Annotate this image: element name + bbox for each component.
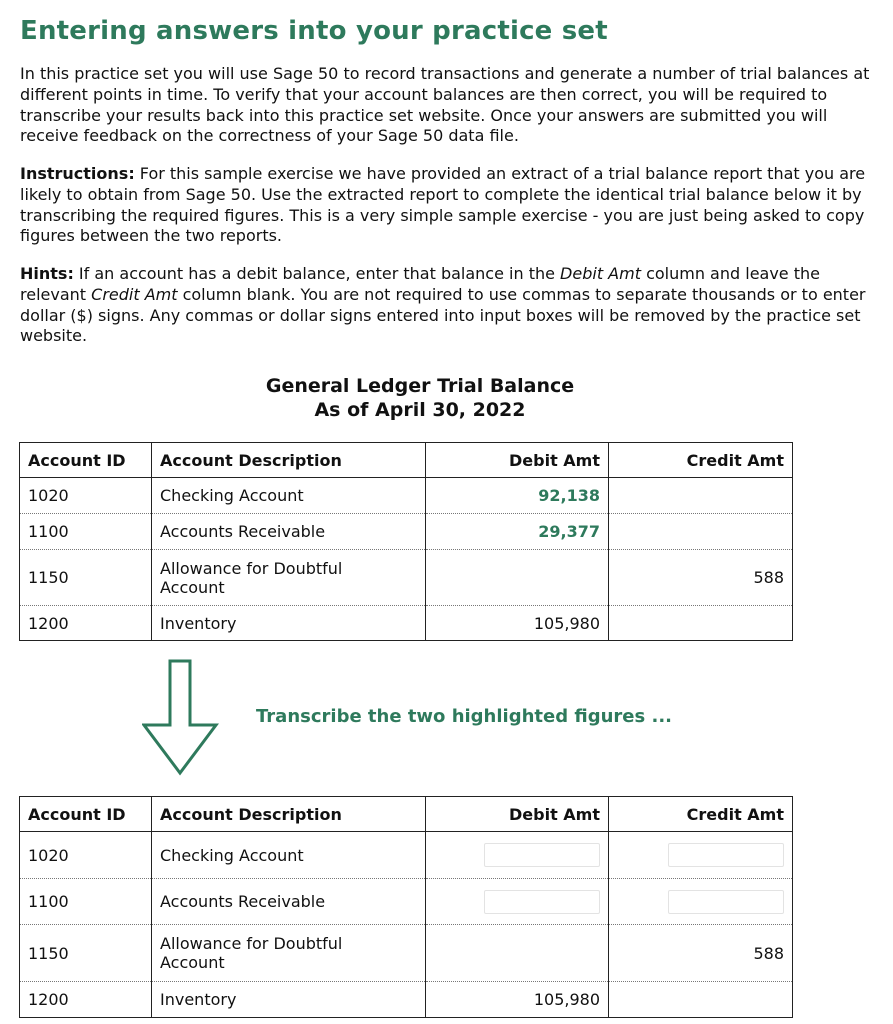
table-header-row: [20, 797, 793, 832]
credit-amt: [609, 982, 793, 1018]
debit-amt-highlighted: 29,377: [426, 514, 609, 550]
page-title: Entering answers into your practice set: [20, 16, 608, 46]
debit-amt: [426, 550, 609, 606]
credit-amt: [609, 514, 793, 550]
hints-text-2: column and leave the relevant: [20, 264, 820, 304]
account-id: 1150: [20, 550, 152, 606]
account-description: Accounts Receivable: [152, 879, 426, 925]
account-description-line1: Allowance for Doubtful: [160, 934, 343, 953]
report-title: [20, 374, 820, 422]
account-id: 1200: [20, 982, 152, 1018]
debit-amt: [426, 925, 609, 982]
answer-trial-balance-table: [19, 796, 793, 1018]
instructions-text: For this sample exercise we have provided an extract of a trial balance report that you are likely to obtain from Sage 50. Use the extracted report to complete the identical trial balance below it by transcribing the required figures. This is a very simple sample exercise - you are just being asked to copy figures between the two reports.: [20, 164, 866, 246]
hints-paragraph: [20, 264, 888, 347]
debit-amt: 105,980: [426, 982, 609, 1018]
transcribe-instruction: Transcribe the two highlighted figures ...: [256, 706, 672, 727]
report-title-line1: General Ledger Trial Balance: [265, 375, 575, 397]
credit-amt: [609, 606, 793, 641]
account-description: Inventory: [152, 606, 426, 641]
col-header-account-id: Account ID: [20, 797, 152, 832]
col-header-account-description: Account Description: [152, 443, 426, 478]
table-row: [20, 925, 793, 982]
account-description-line1: Allowance for Doubtful: [160, 558, 343, 578]
hints-debit-amt: Debit Amt: [560, 264, 641, 283]
table-row: [20, 478, 793, 514]
debit-amt-input-1020[interactable]: [484, 843, 600, 867]
table-row: [20, 832, 793, 879]
table-row: [20, 879, 793, 925]
account-description: Inventory: [152, 982, 426, 1018]
debit-amt-highlighted: 92,138: [426, 478, 609, 514]
down-arrow-icon: [142, 659, 220, 779]
col-header-debit-amt: Debit Amt: [426, 797, 609, 832]
account-id: 1020: [20, 478, 152, 514]
hints-text-3: column blank. You are not required to use commas to separate thousands or to enter dollar ($) signs. Any commas or dollar signs entered into input boxes will be removed by the practice set website.: [20, 284, 866, 346]
table-row: [20, 514, 793, 550]
account-id: 1100: [20, 514, 152, 550]
col-header-credit-amt: Credit Amt: [609, 797, 793, 832]
report-title-line2: As of April 30, 2022: [314, 399, 526, 421]
col-header-account-id: Account ID: [20, 443, 152, 478]
account-id: 1100: [20, 879, 152, 925]
account-description: Checking Account: [152, 832, 426, 879]
credit-amt: 588: [609, 925, 793, 982]
credit-amt: [609, 478, 793, 514]
col-header-account-description: Account Description: [152, 797, 426, 832]
account-description: Checking Account: [152, 478, 426, 514]
account-description: Accounts Receivable: [152, 514, 426, 550]
account-id: 1150: [20, 925, 152, 982]
table-row: [20, 550, 793, 606]
account-description: [152, 925, 426, 982]
table-row: [20, 606, 793, 641]
instructions-paragraph: [20, 164, 888, 247]
debit-amt: 105,980: [426, 606, 609, 641]
instructions-label: Instructions:: [20, 164, 135, 183]
hints-label: Hints:: [20, 264, 74, 283]
col-header-credit-amt: Credit Amt: [609, 443, 793, 478]
table-header-row: [20, 443, 793, 478]
source-trial-balance-table: [19, 442, 793, 641]
credit-amt-input-1020[interactable]: [668, 843, 784, 867]
account-description: [152, 550, 426, 606]
credit-amt-input-1100[interactable]: [668, 890, 784, 914]
account-description-line2: Account: [160, 577, 225, 597]
account-id: 1200: [20, 606, 152, 641]
intro-paragraph: In this practice set you will use Sage 50 to record transactions and generate a number of trial balances at different points in time. To verify that your account balances are then correct, you will be required to transcribe your results back into this practice set website. Once your answers are submitted you will receive feedback on the correctness of your Sage 50 data file.: [20, 64, 870, 146]
debit-amt-input-1100[interactable]: [484, 890, 600, 914]
table-row: [20, 982, 793, 1018]
account-description-line2: Account: [160, 953, 225, 972]
credit-amt: 588: [609, 550, 793, 606]
col-header-debit-amt: Debit Amt: [426, 443, 609, 478]
hints-credit-amt: Credit Amt: [91, 284, 178, 304]
account-id: 1020: [20, 832, 152, 879]
hints-text-1: If an account has a debit balance, enter that balance in the: [73, 264, 561, 283]
